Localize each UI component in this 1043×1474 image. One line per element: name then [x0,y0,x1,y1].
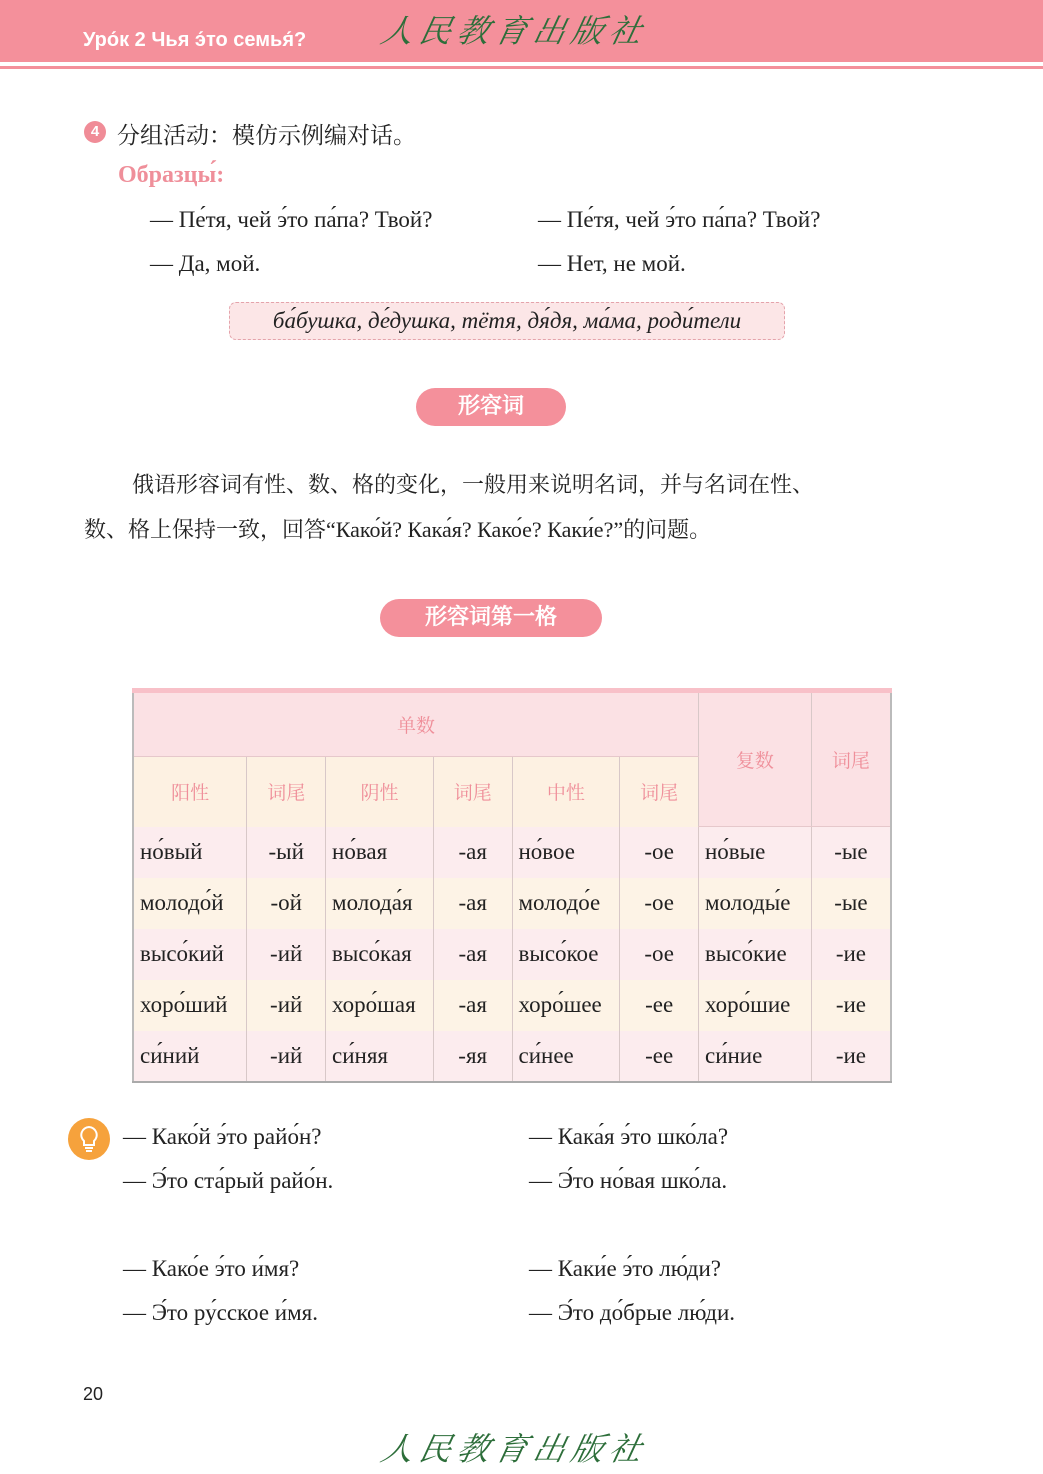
adjective-cell: молодо́й [133,878,247,929]
ending-cell: -ые [811,827,891,878]
ending-cell: -ый [247,827,326,878]
adjective-table [132,688,892,1083]
example-line: — Како́е э́то и́мя? [123,1256,300,1281]
adjective-cell: но́вый [133,827,247,878]
example-line: — Э́то до́брые лю́ди. [529,1300,736,1325]
dialog-line: — Пе́тя, чей э́то па́па? Твой? [150,207,433,232]
publisher-logo: 人民教育出版社 [377,12,652,50]
word-bank: ба́бушка, де́душка, тётя, дя́дя, ма́ма, роди́тели [229,302,785,340]
task-instruction: 分组活动：模仿示例编对话。 [117,123,416,148]
ending-cell: -ие [811,929,891,980]
lesson-title: Уро́к 2 Чья э́то семья́? [83,29,307,51]
ending-cell: -ая [433,827,512,878]
ending-cell: -ий [247,929,326,980]
example-line: — Каки́е э́то лю́ди? [529,1256,722,1281]
adjective-cell: хоро́шие [698,980,811,1031]
ending-cell: -ое [620,827,699,878]
adjective-cell: си́няя [326,1031,434,1082]
ending-cell: -яя [433,1031,512,1082]
paragraph-line: 俄语形容词有性、数、格的变化，一般用来说明名词，并与名词在性、 [132,472,815,497]
adjective-cell: высо́кое [512,929,620,980]
header-ending: 词尾 [247,757,326,827]
adjective-cell: но́вая [326,827,434,878]
dialog-line: — Пе́тя, чей э́то па́па? Твой? [538,207,821,232]
adjective-cell: си́нее [512,1031,620,1082]
ending-cell: -ая [433,929,512,980]
dialog-line: — Да, мой. [150,251,261,276]
header-plural: 复数 [698,691,811,827]
adjective-cell: си́ние [698,1031,811,1082]
example-line: — Э́то ста́рый райо́н. [123,1168,334,1193]
header-singular: 单数 [133,691,698,757]
ending-cell: -ий [247,1031,326,1082]
ending-cell: -ые [811,878,891,929]
header-divider [0,66,1043,69]
example-line: — Э́то ру́сское и́мя. [123,1300,318,1325]
adjective-cell: молоды́е [698,878,811,929]
ending-cell: -ая [433,878,512,929]
adjective-cell: хоро́шая [326,980,434,1031]
section-title-nominative: 形容词第一格 [380,599,602,637]
ending-cell: -ий [247,980,326,1031]
ending-cell: -ие [811,980,891,1031]
samples-label: Образцы́: [118,162,225,188]
header-feminine: 阴性 [326,757,434,827]
header-masculine: 阳性 [133,757,247,827]
table-row [133,878,891,929]
adjective-cell: высо́кая [326,929,434,980]
publisher-logo: 人民教育出版社 [377,1430,652,1468]
adjective-cell: но́вые [698,827,811,878]
table-row [133,827,891,878]
adjective-cell: хоро́шее [512,980,620,1031]
dialog-line: — Нет, не мой. [538,251,686,276]
adjective-cell: хоро́ший [133,980,247,1031]
ending-cell: -ая [433,980,512,1031]
example-line: — Э́то но́вая шко́ла. [529,1168,728,1193]
adjective-cell: си́ний [133,1031,247,1082]
ending-cell: -ее [620,1031,699,1082]
ending-cell: -ее [620,980,699,1031]
table-row [133,980,891,1031]
adjective-cell: молода́я [326,878,434,929]
page-number: 20 [83,1384,104,1404]
example-line: — Кака́я э́то шко́ла? [529,1124,729,1149]
header-neuter: 中性 [512,757,620,827]
adjective-cell: высо́кий [133,929,247,980]
paragraph-line: 数、格上保持一致，回答“Како́й? Кака́я? Како́е? Каки́е?”的问题。 [84,517,712,542]
ending-cell: -ой [247,878,326,929]
adjective-cell: высо́кие [698,929,811,980]
header-ending: 词尾 [433,757,512,827]
section-title-adjectives: 形容词 [416,388,566,426]
header-ending: 词尾 [620,757,699,827]
example-line: — Како́й э́то райо́н? [123,1124,322,1149]
table-row [133,929,891,980]
ending-cell: -ое [620,929,699,980]
adjective-cell: но́вое [512,827,620,878]
header-ending: 词尾 [811,691,891,827]
table-row [133,1031,891,1082]
adjective-cell: молодо́е [512,878,620,929]
ending-cell: -ие [811,1031,891,1082]
task-number-badge: 4 [84,121,106,143]
ending-cell: -ое [620,878,699,929]
lightbulb-icon [68,1118,110,1160]
